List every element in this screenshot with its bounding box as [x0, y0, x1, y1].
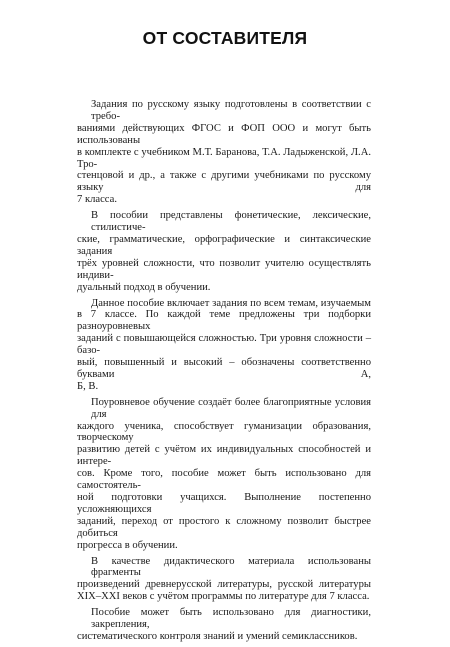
text-line: Задания по русскому языку подготовлены в соответствии с требо- [91, 99, 371, 122]
text-line: XIX–XXI веков с учётом программы по литературе для 7 класса. [77, 591, 370, 603]
text-line: Поуровневое обучение создаёт более благоприятные условия для [91, 396, 371, 420]
page-title: ОТ СОСТАВИТЕЛЯ [142, 28, 308, 48]
text-line: ной подготовки учащихся. Выполнение постепенно усложняющихся [77, 492, 371, 515]
text-line: стенцовой и др., а также с другими учебниками по русскому языку для [77, 170, 371, 194]
text-line: В качестве дидактического материала использованы фрагменты [91, 555, 371, 579]
text-line: развитию детей с учётом их индивидуальных способностей и интере- [77, 444, 371, 468]
text-line: ваниями действующих ФГОС и ФОП ООО и могут быть использованы [77, 122, 371, 146]
paragraph [77, 397, 371, 552]
paragraph [77, 210, 371, 293]
paragraph [77, 298, 371, 393]
text-line: 7 класса. [77, 194, 117, 206]
text-line: В пособии представлены фонетические, лексические, стилистиче- [91, 210, 371, 234]
text-line: каждого ученика, способствует гуманизации образования, творческому [77, 420, 371, 444]
text-line: в 7 классе. По каждой теме предложены три подборки разноуровневых [77, 309, 371, 333]
text-line: систематического контроля знаний и умений семиклассников. [77, 630, 358, 642]
text-line: Б, В. [77, 380, 99, 392]
text-line: прогресса в обучении. [77, 539, 178, 551]
text-line: ские, грамматические, орфографические и синтаксические задания [77, 233, 371, 257]
text-line: Пособие может быть использовано для диагностики, закрепления, [91, 607, 371, 631]
body-text [77, 99, 371, 647]
text-line: заданий, переход от простого к сложному позволит быстрее добиться [77, 515, 371, 539]
text-line: трёх уровней сложности, что позволит учителю осуществлять индиви- [77, 257, 371, 281]
text-line: в комплекте с учебником М.Т. Баранова, Т.А. Ладыженской, Л.А. Тро- [77, 146, 371, 170]
text-line: сов. Кроме того, пособие может быть использовано для самостоятель- [77, 468, 371, 492]
paragraph [77, 607, 371, 643]
text-line: произведений древнерусской литературы, русской литературы [77, 579, 371, 591]
text-line: вый, повышенный и высокий – обозначены соответственно буквами А, [77, 357, 371, 380]
paragraph [77, 556, 371, 604]
text-line: Данное пособие включает задания по всем темам, изучаемым [91, 297, 371, 309]
paragraph [77, 99, 371, 206]
text-line: заданий с повышающейся сложностью. Три уровня сложности – базо- [77, 333, 371, 357]
text-line: дуальный подход в обучении. [77, 281, 211, 293]
